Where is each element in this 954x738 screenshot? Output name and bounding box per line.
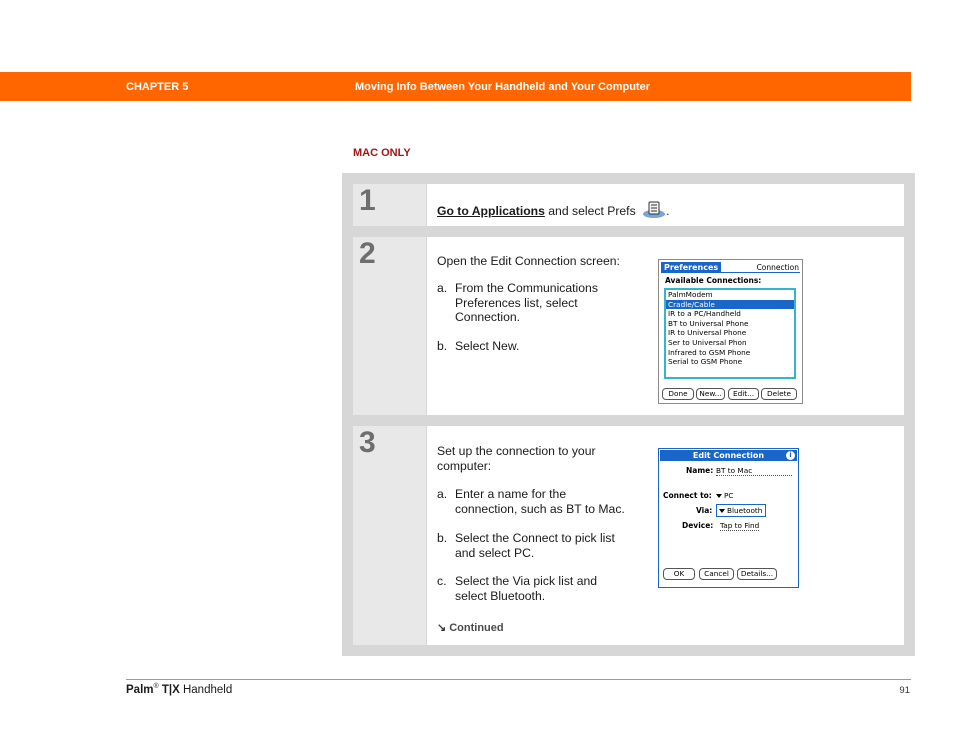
step-number: 1 bbox=[359, 184, 376, 217]
delete-button[interactable]: Delete bbox=[761, 388, 797, 400]
step-3-intro-line: Set up the connection to your bbox=[437, 444, 596, 458]
preferences-tab[interactable]: Preferences bbox=[661, 262, 721, 273]
via-picker[interactable] bbox=[716, 504, 766, 517]
registered-mark: ® bbox=[153, 683, 159, 690]
step-1-text bbox=[437, 201, 669, 223]
picker-arrow-icon bbox=[719, 509, 725, 513]
via-label: Via: bbox=[696, 506, 713, 515]
step-1 bbox=[353, 184, 904, 226]
screen-title: Edit Connection bbox=[692, 451, 765, 460]
steps-panel bbox=[342, 173, 915, 656]
step-body bbox=[427, 237, 904, 415]
continued-note bbox=[437, 621, 504, 634]
name-field[interactable]: BT to Mac bbox=[716, 466, 792, 476]
connect-to-picker[interactable] bbox=[716, 491, 734, 500]
list-item-selected[interactable]: Cradle/Cable bbox=[666, 300, 794, 310]
step-3 bbox=[353, 426, 904, 645]
list-item[interactable]: BT to Universal Phone bbox=[668, 318, 749, 328]
footer-product bbox=[126, 683, 232, 696]
panel-picker[interactable]: Connection bbox=[756, 263, 799, 272]
connect-to-value: PC bbox=[724, 491, 734, 500]
connect-to-label: Connect to: bbox=[663, 491, 712, 500]
step-number: 3 bbox=[359, 426, 376, 459]
continued-arrow-icon: ↘ bbox=[437, 622, 447, 634]
picker-arrow-icon bbox=[716, 494, 722, 498]
item-text-line: connection, such as BT to Mac. bbox=[455, 501, 625, 516]
item-letter: b. bbox=[437, 339, 448, 353]
step-number-cell bbox=[353, 184, 426, 226]
edit-button[interactable]: Edit... bbox=[728, 388, 759, 400]
footer-rule bbox=[126, 679, 911, 680]
chapter-header-bar bbox=[0, 72, 911, 101]
list-title: Available Connections: bbox=[665, 276, 762, 285]
list-item[interactable]: Serial to GSM Phone bbox=[668, 357, 743, 367]
screen-title-bar bbox=[660, 450, 797, 461]
details-button[interactable]: Details... bbox=[737, 568, 777, 580]
step-2 bbox=[353, 237, 904, 415]
item-text-line: From the Communications bbox=[455, 281, 598, 295]
step-1-text-after: and select Prefs bbox=[544, 204, 636, 218]
go-to-applications-link[interactable]: Go to Applications bbox=[437, 204, 545, 218]
prefs-icon bbox=[642, 201, 666, 223]
step-2-intro: Open the Edit Connection screen: bbox=[437, 254, 620, 268]
section-label: MAC ONLY bbox=[353, 147, 411, 159]
ok-button[interactable]: OK bbox=[663, 568, 695, 580]
via-value: Bluetooth bbox=[727, 506, 763, 515]
step-1-text-end: . bbox=[666, 204, 670, 218]
item-text-line: Select the Via pick list and bbox=[455, 574, 598, 588]
info-icon[interactable]: i bbox=[786, 451, 795, 460]
step-3-intro-line: computer: bbox=[437, 458, 492, 473]
list-item[interactable]: Ser to Universal Phon bbox=[668, 337, 747, 347]
list-item[interactable]: IR to Universal Phone bbox=[668, 328, 747, 338]
list-item[interactable]: Infrared to GSM Phone bbox=[668, 347, 751, 357]
item-letter: b. bbox=[437, 531, 448, 545]
edit-connection-screen bbox=[658, 448, 799, 588]
footer-product-name: Handheld bbox=[179, 683, 233, 696]
item-letter: a. bbox=[437, 281, 448, 295]
step-number-cell bbox=[353, 426, 426, 645]
footer-model: T|X bbox=[158, 683, 180, 696]
list-item[interactable]: IR to a PC/Handheld bbox=[668, 309, 741, 319]
item-text-line: Enter a name for the bbox=[455, 487, 567, 501]
cancel-button[interactable]: Cancel bbox=[699, 568, 734, 580]
item-text-line: Select the Connect to pick list bbox=[455, 531, 615, 545]
step-number-cell bbox=[353, 237, 426, 415]
item-text-line: select Bluetooth. bbox=[455, 588, 546, 603]
item-text-line: Connection. bbox=[455, 310, 521, 324]
continued-label: Continued bbox=[449, 622, 504, 634]
item-text-line: Preferences list, select bbox=[455, 295, 578, 310]
page-number: 91 bbox=[899, 685, 910, 696]
new-button[interactable]: New... bbox=[696, 388, 725, 400]
list-item[interactable]: PalmModem bbox=[668, 290, 713, 299]
name-label: Name: bbox=[686, 466, 714, 475]
chapter-label: CHAPTER 5 bbox=[126, 81, 189, 93]
step-number: 2 bbox=[359, 237, 376, 270]
connections-list[interactable] bbox=[664, 288, 796, 379]
item-letter: a. bbox=[437, 487, 448, 501]
preferences-screen bbox=[658, 259, 803, 404]
footer-brand: Palm bbox=[126, 683, 154, 696]
item-letter: c. bbox=[437, 574, 447, 588]
tap-to-find-field[interactable]: Tap to Find bbox=[720, 521, 760, 530]
item-text: Select New. bbox=[455, 339, 520, 353]
device-label: Device: bbox=[682, 521, 714, 530]
step-body bbox=[427, 184, 904, 226]
item-text-line: and select PC. bbox=[455, 545, 535, 560]
done-button[interactable]: Done bbox=[662, 388, 694, 400]
chapter-title: Moving Info Between Your Handheld and Your Computer bbox=[355, 81, 650, 93]
step-body bbox=[427, 426, 904, 645]
